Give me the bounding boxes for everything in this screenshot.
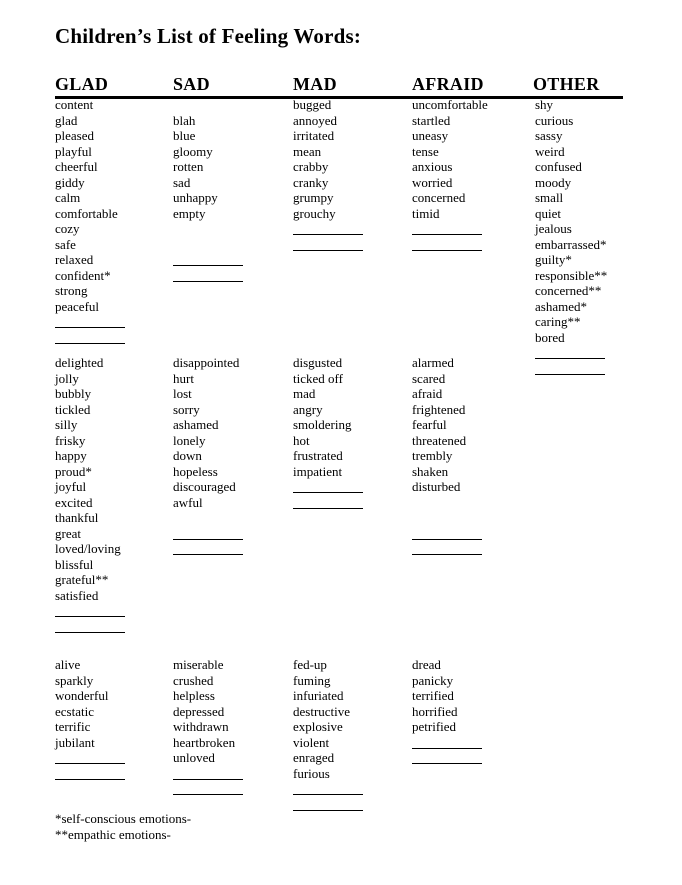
blank-fill-in-line bbox=[412, 735, 535, 751]
feeling-word: quiet bbox=[535, 205, 561, 221]
feeling-word: terrific bbox=[55, 719, 91, 734]
feeling-word: confused bbox=[535, 159, 582, 174]
feeling-word: jubilant bbox=[55, 734, 95, 750]
feeling-word: disturbed bbox=[412, 479, 461, 494]
blank-underline bbox=[173, 268, 243, 282]
blank-underline bbox=[173, 766, 243, 780]
feeling-word: great bbox=[55, 525, 81, 541]
blank-fill-in-line bbox=[173, 252, 293, 268]
column-sad-section-3 bbox=[173, 657, 293, 797]
blank-fill-in-line bbox=[173, 781, 293, 797]
column-afraid-section-1 bbox=[412, 97, 535, 252]
feeling-word: sorry bbox=[173, 401, 200, 417]
feeling-word: destructive bbox=[293, 703, 351, 719]
blank-underline bbox=[55, 766, 125, 780]
blank-underline bbox=[412, 750, 482, 764]
feeling-word: bugged bbox=[293, 97, 332, 112]
blank-fill-in-line bbox=[535, 361, 680, 377]
feeling-word: hopeless bbox=[173, 463, 218, 479]
blank-fill-in-line bbox=[173, 541, 293, 557]
feeling-word: gloomy bbox=[173, 143, 213, 159]
feeling-word: violent bbox=[293, 734, 330, 750]
feeling-word: small bbox=[535, 190, 564, 205]
blank-fill-in-line bbox=[173, 268, 293, 284]
column-header-glad: GLAD bbox=[55, 74, 109, 94]
feeling-word: terrified bbox=[412, 688, 454, 703]
blank-underline bbox=[55, 314, 125, 328]
feeling-word: disappointed bbox=[173, 355, 240, 370]
feeling-word: loved/loving bbox=[55, 541, 121, 556]
feeling-word: hot bbox=[293, 432, 310, 448]
feeling-word: lonely bbox=[173, 432, 206, 448]
feeling-word: calm bbox=[55, 190, 81, 205]
blank-underline bbox=[412, 526, 482, 540]
spacer-line bbox=[412, 495, 535, 511]
feeling-word: infuriated bbox=[293, 688, 344, 703]
blank-underline bbox=[293, 479, 363, 493]
feeling-word: frightened bbox=[412, 401, 466, 417]
feeling-word: crushed bbox=[173, 672, 214, 688]
feeling-word: content bbox=[55, 97, 94, 112]
blank-fill-in-line bbox=[293, 221, 412, 237]
feeling-word: shaken bbox=[412, 463, 449, 479]
feeling-word: guilty* bbox=[535, 252, 572, 267]
footnote-self-conscious: *self-conscious emotions- bbox=[55, 811, 192, 826]
feeling-word: bored bbox=[535, 329, 565, 345]
feeling-word: moody bbox=[535, 174, 572, 190]
footnote-empathic: **empathic emotions- bbox=[55, 826, 171, 842]
feeling-word: concerned** bbox=[535, 283, 602, 298]
feeling-word: satisfied bbox=[55, 587, 99, 603]
feeling-word: pleased bbox=[55, 128, 94, 143]
column-header-mad: MAD bbox=[293, 74, 337, 94]
blank-fill-in-line bbox=[173, 526, 293, 542]
feeling-word: angry bbox=[293, 401, 323, 417]
feeling-word: cozy bbox=[55, 221, 80, 236]
feeling-word: happy bbox=[55, 448, 87, 463]
blank-fill-in-line bbox=[173, 766, 293, 782]
feeling-word: giddy bbox=[55, 174, 85, 190]
feeling-word: crabby bbox=[293, 159, 329, 174]
blank-fill-in-line bbox=[412, 750, 535, 766]
feeling-word: down bbox=[173, 448, 202, 463]
feeling-word: curious bbox=[535, 112, 574, 128]
column-glad-section-3 bbox=[55, 657, 173, 781]
column-header-other: OTHER bbox=[533, 74, 600, 94]
feeling-word: trembly bbox=[412, 448, 453, 463]
blank-underline bbox=[55, 750, 125, 764]
feeling-word: irritated bbox=[293, 128, 335, 143]
feeling-word: jealous bbox=[535, 221, 572, 236]
feeling-word: alive bbox=[55, 657, 81, 672]
feeling-word: threatened bbox=[412, 432, 467, 448]
blank-underline bbox=[412, 221, 482, 235]
blank-underline bbox=[293, 237, 363, 251]
feeling-word: explosive bbox=[293, 719, 343, 734]
feeling-word: thankful bbox=[55, 510, 99, 525]
feeling-word: grumpy bbox=[293, 190, 334, 205]
feeling-word: ticked off bbox=[293, 370, 343, 386]
feeling-word: timid bbox=[412, 205, 440, 221]
feeling-word: joyful bbox=[55, 479, 87, 494]
feeling-word: petrified bbox=[412, 719, 457, 734]
blank-underline bbox=[535, 361, 605, 375]
feeling-word: worried bbox=[412, 174, 453, 190]
feeling-word: depressed bbox=[173, 703, 225, 719]
feeling-word: glad bbox=[55, 112, 78, 128]
footnotes bbox=[55, 811, 191, 842]
blank-underline bbox=[293, 781, 363, 795]
column-mad-section-2 bbox=[293, 355, 412, 510]
blank-underline bbox=[293, 495, 363, 509]
feeling-word: withdrawn bbox=[173, 719, 229, 734]
feeling-word: comfortable bbox=[55, 205, 118, 221]
feeling-word: panicky bbox=[412, 672, 454, 688]
feeling-word: discouraged bbox=[173, 479, 236, 494]
feeling-word: cranky bbox=[293, 174, 329, 190]
blank-fill-in-line bbox=[55, 603, 173, 619]
blank-underline bbox=[412, 735, 482, 749]
feeling-word: heartbroken bbox=[173, 734, 236, 750]
feeling-word: blue bbox=[173, 128, 196, 143]
feeling-word: silly bbox=[55, 417, 78, 432]
feeling-word: confident* bbox=[55, 267, 111, 283]
blank-fill-in-line bbox=[55, 750, 173, 766]
feeling-word: awful bbox=[173, 494, 203, 510]
feeling-word: wonderful bbox=[55, 688, 109, 703]
feeling-word: cheerful bbox=[55, 159, 98, 174]
feeling-word: ecstatic bbox=[55, 703, 94, 719]
feeling-word: ashamed bbox=[173, 417, 219, 432]
feeling-word: hurt bbox=[173, 370, 194, 386]
column-header-afraid: AFRAID bbox=[412, 74, 484, 94]
feeling-word: responsible** bbox=[535, 267, 608, 283]
blank-fill-in-line bbox=[412, 526, 535, 542]
blank-underline bbox=[55, 619, 125, 633]
blank-underline bbox=[173, 541, 243, 555]
blank-fill-in-line bbox=[412, 237, 535, 253]
feeling-word: sad bbox=[173, 174, 191, 190]
column-other-section-1 bbox=[535, 97, 680, 376]
blank-underline bbox=[293, 797, 363, 811]
blank-underline bbox=[293, 221, 363, 235]
feeling-word: disgusted bbox=[293, 355, 343, 370]
feeling-word: tense bbox=[412, 143, 439, 159]
spacer-line bbox=[173, 97, 293, 113]
feeling-word: shy bbox=[535, 97, 554, 112]
feeling-word: startled bbox=[412, 112, 451, 128]
feeling-word: empty bbox=[173, 205, 206, 221]
feeling-word: grateful** bbox=[55, 572, 109, 587]
blank-underline bbox=[55, 603, 125, 617]
blank-underline bbox=[173, 252, 243, 266]
feeling-word: unloved bbox=[173, 750, 215, 765]
feeling-word: safe bbox=[55, 236, 76, 252]
blank-fill-in-line bbox=[293, 237, 412, 253]
blank-fill-in-line bbox=[55, 619, 173, 635]
column-sad-section-2 bbox=[173, 355, 293, 557]
spacer-line bbox=[173, 510, 293, 526]
feeling-word: uncomfortable bbox=[412, 97, 488, 112]
feeling-word: peaceful bbox=[55, 298, 100, 314]
column-afraid-section-2 bbox=[412, 355, 535, 557]
feeling-word: rotten bbox=[173, 159, 204, 174]
feeling-word: embarrassed* bbox=[535, 236, 607, 252]
feeling-word: enraged bbox=[293, 750, 335, 765]
feeling-word: dread bbox=[412, 657, 441, 672]
blank-fill-in-line bbox=[55, 766, 173, 782]
feeling-word: fuming bbox=[293, 672, 331, 688]
feeling-word: annoyed bbox=[293, 112, 338, 128]
feeling-word: playful bbox=[55, 143, 92, 159]
column-mad-section-3 bbox=[293, 657, 412, 812]
feeling-word: alarmed bbox=[412, 355, 454, 370]
feeling-word: smoldering bbox=[293, 417, 352, 432]
feeling-word: frustrated bbox=[293, 448, 343, 463]
column-header-sad: SAD bbox=[173, 74, 210, 94]
feeling-word: proud* bbox=[55, 463, 92, 479]
column-mad-section-1 bbox=[293, 97, 412, 252]
blank-underline bbox=[173, 781, 243, 795]
column-sad-section-1 bbox=[173, 97, 293, 283]
blank-fill-in-line bbox=[293, 479, 412, 495]
feeling-word: strong bbox=[55, 283, 88, 298]
feeling-word: caring** bbox=[535, 314, 581, 329]
blank-fill-in-line bbox=[55, 330, 173, 346]
blank-underline bbox=[412, 541, 482, 555]
blank-underline bbox=[412, 237, 482, 251]
blank-fill-in-line bbox=[412, 221, 535, 237]
feeling-word: weird bbox=[535, 143, 565, 159]
feeling-word: frisky bbox=[55, 432, 86, 448]
column-glad-section-1 bbox=[55, 97, 173, 345]
feeling-word: relaxed bbox=[55, 252, 94, 267]
column-glad-section-2 bbox=[55, 355, 173, 634]
blank-underline bbox=[55, 330, 125, 344]
feeling-word: tickled bbox=[55, 401, 91, 417]
feeling-word: concerned bbox=[412, 190, 466, 205]
feeling-word: excited bbox=[55, 494, 93, 510]
spacer-line bbox=[412, 510, 535, 526]
blank-underline bbox=[535, 345, 605, 359]
feeling-word: ashamed* bbox=[535, 298, 587, 314]
feeling-word: blah bbox=[173, 112, 196, 128]
feeling-word: afraid bbox=[412, 386, 443, 401]
blank-underline bbox=[173, 526, 243, 540]
column-afraid-section-3 bbox=[412, 657, 535, 766]
blank-fill-in-line bbox=[293, 781, 412, 797]
feeling-word: fearful bbox=[412, 417, 447, 432]
feeling-word: scared bbox=[412, 370, 446, 386]
feeling-word: helpless bbox=[173, 688, 215, 703]
feeling-word: bubbly bbox=[55, 386, 92, 401]
feeling-word: sparkly bbox=[55, 672, 94, 688]
feeling-word: blissful bbox=[55, 556, 94, 572]
feeling-word: horrified bbox=[412, 703, 458, 719]
feeling-word: sassy bbox=[535, 128, 563, 143]
column-headers bbox=[55, 72, 623, 99]
blank-fill-in-line bbox=[293, 495, 412, 511]
spacer-line bbox=[173, 221, 293, 237]
feeling-word: furious bbox=[293, 765, 330, 781]
feeling-word: impatient bbox=[293, 463, 343, 479]
feeling-word: unhappy bbox=[173, 190, 218, 205]
feeling-word: anxious bbox=[412, 159, 453, 174]
feeling-word: lost bbox=[173, 386, 192, 401]
page-title: Children’s List of Feeling Words: bbox=[55, 24, 362, 48]
feeling-word: mean bbox=[293, 143, 322, 159]
blank-fill-in-line bbox=[535, 345, 680, 361]
blank-fill-in-line bbox=[412, 541, 535, 557]
feeling-word: delighted bbox=[55, 355, 104, 370]
spacer-line bbox=[173, 237, 293, 253]
feeling-word: uneasy bbox=[412, 128, 449, 143]
blank-fill-in-line bbox=[55, 314, 173, 330]
feeling-word: grouchy bbox=[293, 205, 336, 221]
blank-fill-in-line bbox=[293, 797, 412, 813]
feeling-word: jolly bbox=[55, 370, 79, 386]
feeling-word: fed-up bbox=[293, 657, 327, 672]
feeling-word: mad bbox=[293, 386, 316, 401]
feeling-word: miserable bbox=[173, 657, 224, 672]
